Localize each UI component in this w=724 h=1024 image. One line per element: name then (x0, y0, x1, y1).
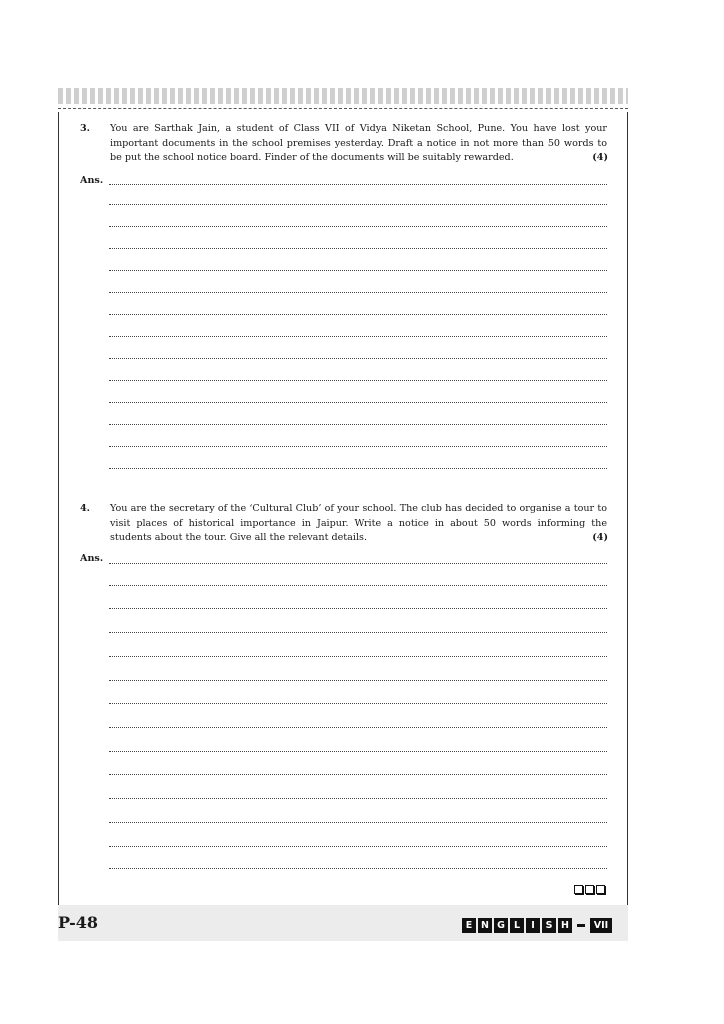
answer-line (109, 402, 607, 403)
answer-line (109, 656, 607, 657)
answer-label: Ans. (80, 553, 104, 564)
page-number: P-48 (58, 913, 99, 932)
answer-line (109, 270, 607, 271)
question-number: 3. (80, 123, 91, 134)
answer-line (109, 563, 607, 564)
answer-label: Ans. (80, 175, 104, 186)
subject-dash (577, 924, 585, 927)
answer-line (109, 680, 607, 681)
answer-line (109, 774, 607, 775)
answer-line (109, 314, 607, 315)
answer-line (109, 727, 607, 728)
question-marks: (4) (592, 532, 608, 543)
subject-letter: G (494, 918, 508, 933)
header-dashed-rule (58, 108, 628, 109)
answer-line (109, 798, 607, 799)
subject-letter: E (462, 918, 476, 933)
answer-line (109, 204, 607, 205)
answer-line (109, 424, 607, 425)
subject-letter: S (542, 918, 556, 933)
answer-line (109, 336, 607, 337)
answer-line (109, 703, 607, 704)
answer-line (109, 608, 607, 609)
answer-line (109, 358, 607, 359)
answer-line (109, 846, 607, 847)
header-pattern-strip (58, 88, 628, 104)
answer-line (109, 248, 607, 249)
answer-line (109, 292, 607, 293)
question-text: You are the secretary of the ‘Cultural Club’ of your school. The club has decided to organise a tour to visit places of historical importance in Jaipur. Write a notice in about 50 words informing the students about the tour. Give all the relevant details. (110, 503, 607, 544)
subject-letter: I (526, 918, 540, 933)
square-icon (585, 885, 594, 894)
answer-line (109, 226, 607, 227)
answer-line (109, 380, 607, 381)
subject-label (462, 918, 612, 933)
class-label: VII (590, 918, 612, 933)
answer-line (109, 822, 607, 823)
square-icon (596, 885, 605, 894)
subject-letter: H (558, 918, 572, 933)
answer-line (109, 468, 607, 469)
end-of-section-boxes (574, 885, 605, 894)
answer-line (109, 751, 607, 752)
answer-line (109, 184, 607, 185)
question-number: 4. (80, 503, 91, 514)
square-icon (574, 885, 583, 894)
answer-line (109, 868, 607, 869)
answer-line (109, 585, 607, 586)
question-text: You are Sarthak Jain, a student of Class VII of Vidya Niketan School, Pune. You have lost your important documents in the school premises yesterday. Draft a notice in not more than 50 words to be put the school notice board. Finder of the documents will be suitably rewarded. (110, 123, 607, 164)
subject-letter: N (478, 918, 492, 933)
answer-line (109, 632, 607, 633)
question-marks: (4) (592, 152, 608, 163)
answer-line (109, 446, 607, 447)
subject-letter: L (510, 918, 524, 933)
